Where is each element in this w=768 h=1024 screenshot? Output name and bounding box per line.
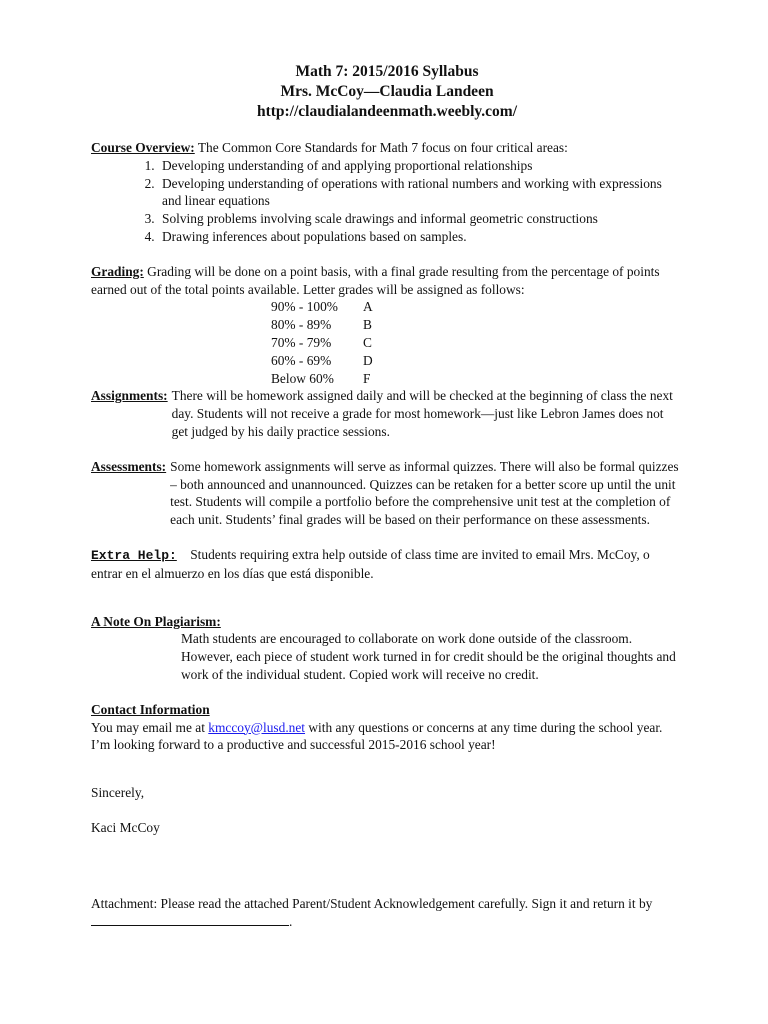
assessments-section: [91, 458, 683, 529]
grade-letter: C: [363, 334, 372, 350]
grade-letter: F: [363, 370, 371, 386]
assessments-text: Some homework assignments will serve as informal quizzes. There will also be formal quizzes – both announced and unannounced. Quizzes can be retaken for a better score up until the unit test. Students will compile a portfolio before the comprehensive unit test at the completion of each unit. Students’ final grades will be based on their performance on these assessments.: [170, 458, 679, 528]
attachment-note: [91, 895, 683, 931]
grade-range: Below 60%: [271, 370, 334, 386]
email-link[interactable]: kmccoy@lusd.net: [208, 719, 306, 735]
website-url: http://claudialandeenmath.weebly.com/: [256, 103, 518, 120]
attachment-text: Attachment: Please read the attached Parent/Student Acknowledgement carefully. Sign it and return it by: [91, 895, 653, 911]
course-overview-heading: Course Overview:: [91, 140, 195, 155]
grading-text: Grading will be done on a point basis, with a final grade resulting from the percentage of points earned out of the total points available. Letter grades will be assigned as follows:: [91, 263, 660, 297]
assignments-section: [91, 387, 683, 440]
list-item: 3. Solving problems involving scale drawings and informal geometric constructions: [158, 210, 683, 228]
extra-help-text: Students requiring extra help outside of class time are invited to email Mrs. McCoy, o entrar en el almuerzo en los días que está disponible.: [91, 546, 650, 581]
attachment-end: .: [289, 913, 293, 929]
grade-range: 60% - 69%: [271, 352, 332, 368]
syllabus-page: [91, 62, 683, 930]
grade-letter: D: [363, 352, 373, 368]
grade-letter: B: [363, 317, 372, 333]
contact-heading: Contact Information: [91, 701, 210, 717]
extra-help-heading: Extra Help:: [91, 547, 177, 563]
contact-text: [91, 719, 683, 755]
title-block: [91, 62, 683, 122]
grade-row: [271, 298, 683, 316]
document-title: Math 7: 2015/2016 Syllabus: [295, 63, 479, 80]
list-item: 2. Developing understanding of operations with rational numbers and working with expressions and linear equations: [158, 175, 683, 211]
grade-range: 80% - 89%: [271, 317, 332, 333]
extra-help-section: [91, 546, 683, 583]
plagiarism-heading: A Note On Plagiarism:: [91, 613, 221, 629]
list-item: 1. Developing understanding of and applying proportional relationships: [158, 157, 683, 175]
grading-section: [91, 263, 683, 299]
teacher-name: Mrs. McCoy—Claudia Landeen: [280, 83, 494, 100]
critical-areas-list: [91, 157, 683, 246]
course-overview: [91, 139, 683, 157]
contact-after: with any questions or concerns at any time during the school year. I’m looking forward to a productive and successful 2015-2016 school year!: [91, 719, 663, 753]
contact-before: You may email me at: [91, 719, 209, 735]
grade-row: [271, 334, 683, 352]
assessments-heading: Assessments:: [91, 458, 167, 474]
grading-scale: [271, 298, 683, 387]
plagiarism-text: Math students are encouraged to collaborate on work done outside of the classroom. However, each piece of student work turned in for credit should be the original thoughts and work of the individual student. Copied work will receive no credit.: [181, 631, 676, 682]
signature-name: Kaci McCoy: [91, 819, 160, 835]
grade-row: [271, 352, 683, 370]
grade-row: [271, 370, 683, 388]
list-item: 4. Drawing inferences about populations based on samples.: [158, 228, 683, 246]
assignments-heading: Assignments:: [91, 388, 168, 404]
assignments-text: There will be homework assigned daily and will be checked at the beginning of class the next day. Students will not receive a grade for most homework—just like Lebron James does not get judged by his daily practice sessions.: [171, 388, 673, 439]
grade-letter: A: [363, 299, 373, 315]
grading-heading: Grading:: [91, 263, 144, 279]
grade-range: 70% - 79%: [271, 334, 332, 350]
salutation: Sincerely,: [91, 785, 145, 801]
grade-range: 90% - 100%: [271, 299, 338, 315]
grade-row: [271, 316, 683, 334]
return-date-blank[interactable]: [91, 913, 289, 926]
course-overview-intro: The Common Core Standards for Math 7 focus on four critical areas:: [194, 140, 568, 155]
